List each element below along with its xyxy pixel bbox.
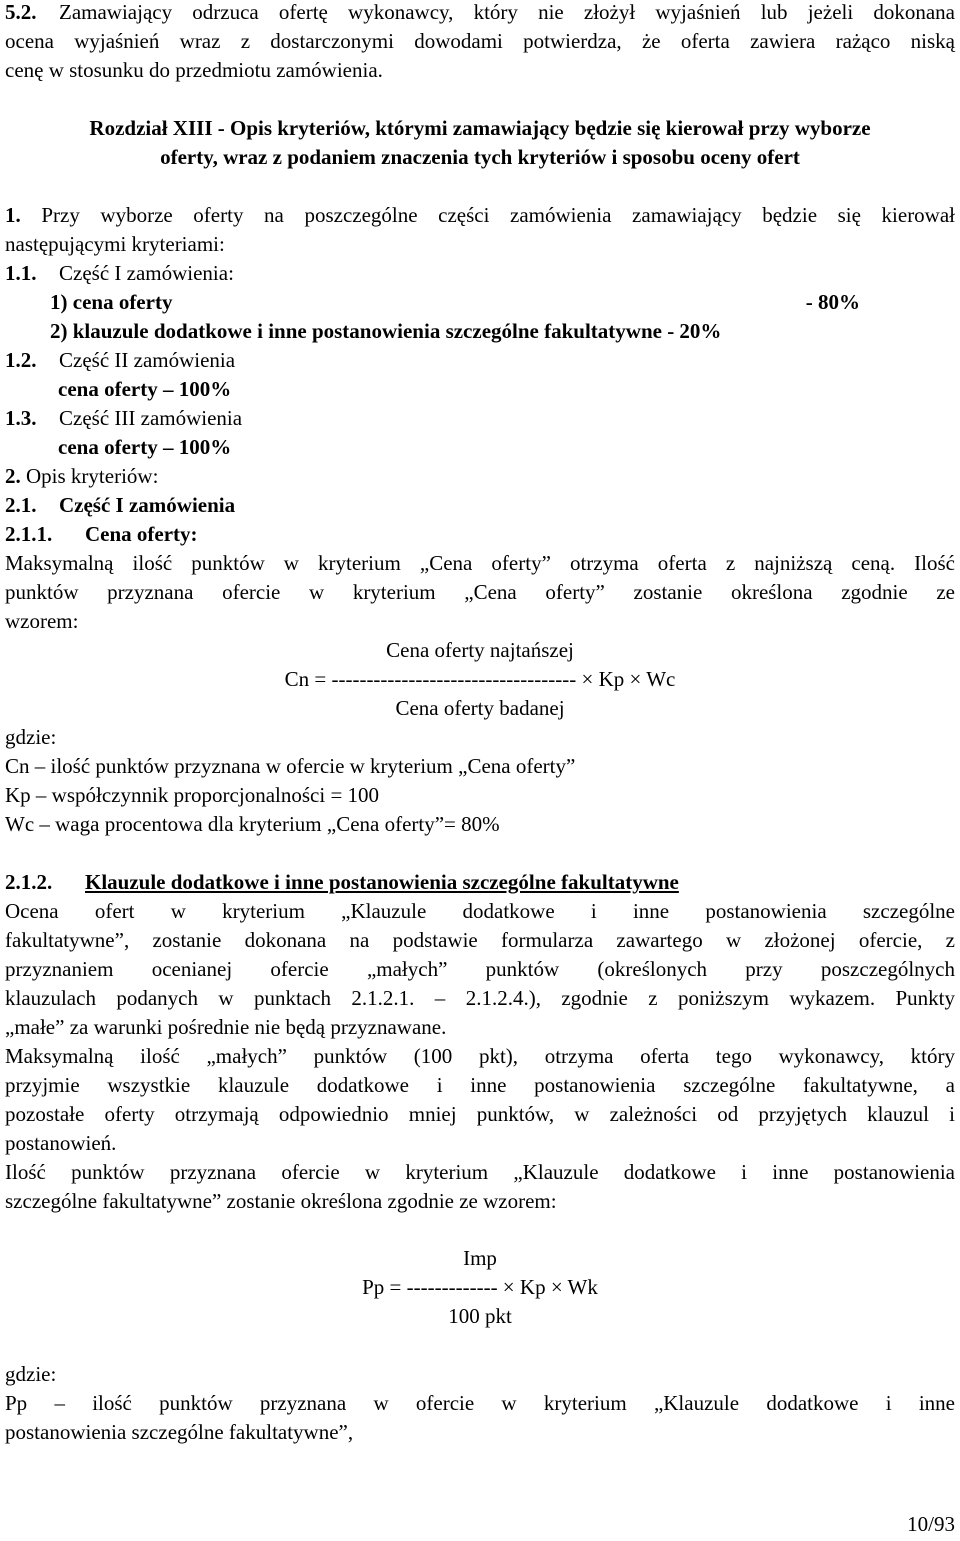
section-2-1-heading (5, 491, 955, 520)
section-2-1-1-line-3: wzorem: (5, 609, 79, 633)
section-number: 1.1. (5, 261, 37, 285)
formula-cn-numerator: Cena oferty najtańszej (386, 638, 574, 662)
section-1-3-heading (5, 404, 955, 433)
criterion-price (50, 288, 860, 317)
text: Maksymalną ilość punktów w kryterium „Cena oferty” otrzyma oferta z najniższą ceną. (5, 551, 896, 575)
section-number: 2.1. (5, 493, 37, 517)
definition-cn: Cn – ilość punktów przyznana w ofercie w kryterium „Cena oferty” (5, 754, 576, 778)
paragraph-line: przyznaniem ocenianej ofercie „małych” punktów (określonych przy poszczególnych (5, 957, 955, 981)
criterion-weight: - 80% (805, 290, 860, 314)
text: Zamawiający odrzuca ofertę wykonawcy, który nie złożył wyjaśnień lub jeżeli dokonana (59, 0, 955, 24)
criterion-label: 1) cena oferty (50, 290, 173, 314)
definition-kp: Kp – współczynnik proporcjonalności = 100 (5, 783, 380, 807)
definition-pp-line-2: postanowienia szczególne fakultatywne”, (5, 1420, 354, 1444)
section-1-2-criterion: cena oferty – 100% (58, 377, 232, 401)
paragraph-line: pozostałe oferty otrzymają odpowiednio mniej punktów, w zależności od przyjętych klauzul i (5, 1102, 955, 1126)
formula-pp-numerator: Imp (463, 1246, 497, 1270)
paragraph-line: przyjmie wszystkie klauzule dodatkowe i inne postanowienia szczególne fakultatywne, a (5, 1073, 955, 1097)
text: Część II zamówienia (59, 348, 236, 372)
text: Cena oferty: (85, 522, 198, 546)
text: Część I zamówienia: (59, 261, 234, 285)
definition-wc: Wc – waga procentowa dla kryterium „Cena oferty”= 80% (5, 812, 500, 836)
text: Klauzule dodatkowe i inne postanowienia szczególne fakultatywne (85, 870, 679, 894)
section-number: 2. (5, 464, 21, 488)
formula-pp-denominator: 100 pkt (448, 1304, 512, 1328)
formula-pp-main: Pp = ------------- × Kp × Wk (362, 1275, 598, 1299)
section-2-1-2-heading (5, 868, 955, 897)
criterion-clauses: 2) klauzule dodatkowe i inne postanowienia szczególne fakultatywne - 20% (50, 319, 722, 343)
paragraph-5-2-line-1 (5, 0, 955, 27)
section-2-1-1-line-2: punktów przyznana ofercie w kryterium „Cena oferty” zostanie określona zgodnie ze (5, 580, 955, 604)
text: Ilość (914, 551, 955, 575)
text: Opis kryteriów: (26, 464, 159, 488)
section-number: 5.2. (5, 0, 37, 24)
section-2-1-1-heading (5, 520, 955, 549)
paragraph-5-2-line-3: cenę w stosunku do przedmiotu zamówienia. (5, 58, 383, 82)
section-number: 2.1.1. (5, 522, 53, 546)
chapter-heading-line-2: oferty, wraz z podaniem znaczenia tych kryteriów i sposobu oceny ofert (160, 145, 800, 169)
paragraph-5-2-line-2: ocena wyjaśnień wraz z dostarczonymi dowodami potwierdza, że oferta zawiera rażąco niską (5, 29, 955, 53)
paragraph-line: Ocena ofert w kryterium „Klauzule dodatkowe i inne postanowienia szczególne (5, 899, 955, 923)
formula-cn-main: Cn = ----------------------------------- × Kp × Wc (284, 667, 676, 691)
chapter-heading-line-1: Rozdział XIII - Opis kryteriów, którymi zamawiający będzie się kierował przy wyborze (89, 116, 871, 140)
section-2-1-1-line-1 (5, 549, 955, 578)
where-label: gdzie: (5, 1362, 57, 1386)
section-1-line-2: następującymi kryteriami: (5, 232, 225, 256)
section-1-1-heading (5, 259, 955, 288)
text: Część I zamówienia (59, 493, 236, 517)
section-number: 2.1.2. (5, 870, 53, 894)
definition-pp-line-1: Pp – ilość punktów przyznana w ofercie w kryterium „Klauzule dodatkowe i inne (5, 1391, 955, 1415)
where-label: gdzie: (5, 725, 57, 749)
paragraph-line: postanowień. (5, 1131, 117, 1155)
section-1-2-heading (5, 346, 955, 375)
section-number: 1.3. (5, 406, 37, 430)
paragraph-line: Ilość punktów przyznana ofercie w kryterium „Klauzule dodatkowe i inne postanowienia (5, 1160, 955, 1184)
text: Część III zamówienia (59, 406, 243, 430)
paragraph-line: fakultatywne”, zostanie dokonana na podstawie formularza zawartego w złożonej ofercie, z (5, 928, 955, 952)
section-number: 1.2. (5, 348, 37, 372)
paragraph-line: Maksymalną ilość „małych” punktów (100 pkt), otrzyma oferta tego wykonawcy, który (5, 1044, 955, 1068)
section-2-heading (5, 462, 955, 491)
formula-cn-denominator: Cena oferty badanej (395, 696, 565, 720)
section-1-3-criterion: cena oferty – 100% (58, 435, 232, 459)
section-number: 1. (5, 203, 21, 227)
text: Przy wyborze oferty na poszczególne części zamówienia zamawiający będzie się kierował (41, 203, 956, 227)
page-number: 10/93 (907, 1512, 955, 1536)
paragraph-line: klauzulach podanych w punktach 2.1.2.1. – 2.1.2.4.), zgodnie z poniższym wykazem. Punkty (5, 986, 955, 1010)
section-1-line-1 (5, 201, 955, 230)
paragraph-line: „małe” za warunki pośrednie nie będą przyznawane. (5, 1015, 447, 1039)
paragraph-line: szczególne fakultatywne” zostanie określona zgodnie ze wzorem: (5, 1189, 557, 1213)
